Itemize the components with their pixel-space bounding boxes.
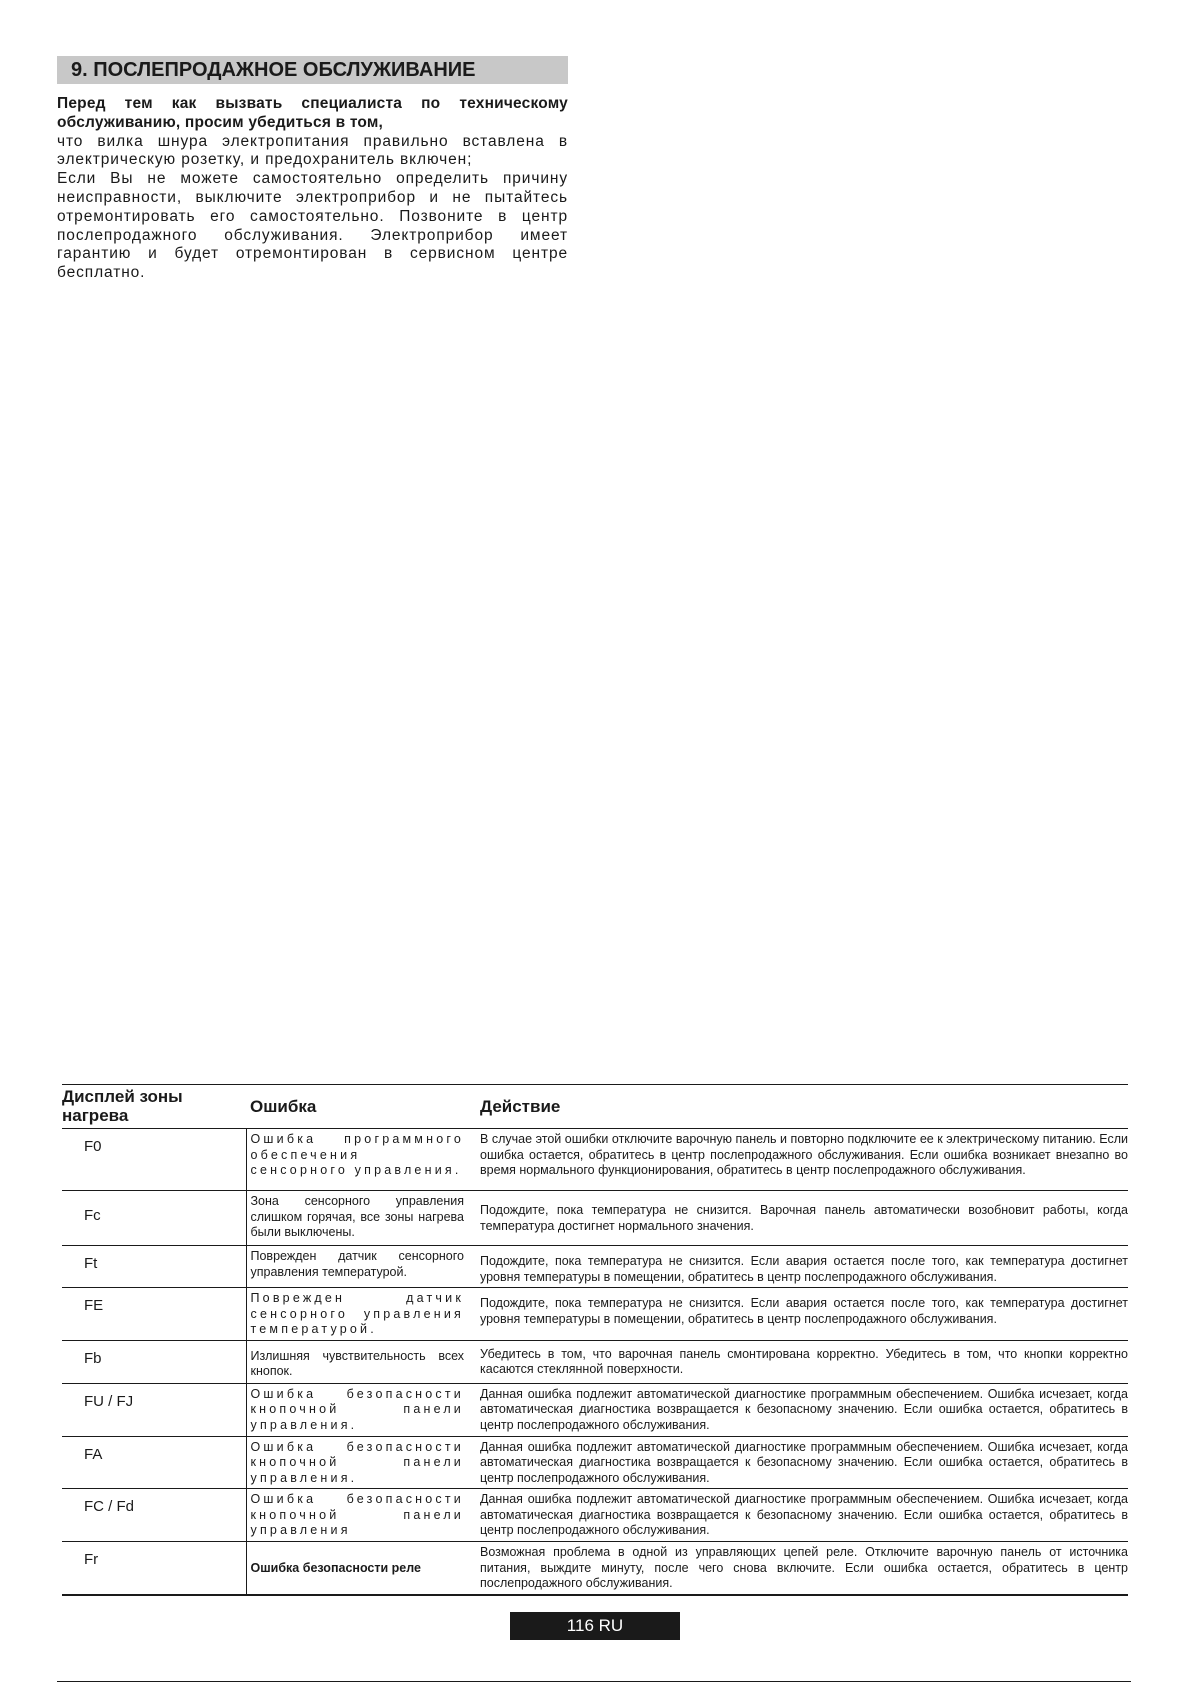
error-description: Поврежден датчик сенсорного управления температурой. xyxy=(246,1288,472,1341)
table-row xyxy=(62,1288,1128,1341)
header-action: Действие xyxy=(472,1085,1128,1129)
error-description: Поврежден датчик сенсорного управления температурой. xyxy=(246,1246,472,1288)
error-code: Ft xyxy=(62,1246,246,1288)
table-row xyxy=(62,1340,1128,1383)
error-code: FE xyxy=(62,1288,246,1341)
intro-lead: Перед тем как вызвать специалиста по техническому обслуживанию, просим убедиться в том, xyxy=(57,95,568,131)
error-description: Ошибка программного обеспечения сенсорного управления. xyxy=(246,1129,472,1191)
error-action: Подождите, пока температура не снизится. Если авария остается после того, как температура достигнет уровня температуры в помещении, обратитесь в центр послепродажного обслуживания. xyxy=(472,1246,1128,1288)
error-code: Fb xyxy=(62,1340,246,1383)
intro-advice: Если Вы не можете самостоятельно определить причину неисправности, выключите электроприбор и не пытайтесь отремонтировать его самостоятельно. Позвоните в центр послепродажного обслуживания. Электроприбор имеет гарантию и будет отремонтирован в сервисном центре бесплатно. xyxy=(57,170,568,282)
error-code: F0 xyxy=(62,1129,246,1191)
error-action: Данная ошибка подлежит автоматической диагностике программным обеспечением. Ошибка исчезает, когда автоматическая диагностика возвращается к безопасному значению. Если ошибка остается, обратитесь в центр послепродажного обслуживания. xyxy=(472,1489,1128,1542)
table-row xyxy=(62,1246,1128,1288)
error-code: FC / Fd xyxy=(62,1489,246,1542)
table-row xyxy=(62,1436,1128,1489)
error-code: Fr xyxy=(62,1542,246,1595)
error-description: Ошибка безопасности кнопочной панели управления xyxy=(246,1489,472,1542)
section-title: 9. ПОСЛЕПРОДАЖНОЕ ОБСЛУЖИВАНИЕ xyxy=(57,56,568,84)
table-header-row xyxy=(62,1085,1128,1129)
header-error: Ошибка xyxy=(246,1085,472,1129)
error-action: В случае этой ошибки отключите варочную панель и повторно подключите ее к электрическому питанию. Если ошибка остается, обратитесь в центр послепродажного обслуживания. Если ошибка возникает внезапно во время нормального функционирования, обратитесь в центр послепродажного обслуживания. xyxy=(472,1129,1128,1191)
table-row xyxy=(62,1383,1128,1436)
table-row xyxy=(62,1542,1128,1595)
intro-check: что вилка шнура электропитания правильно вставлена в электрическую розетку, и предохранитель включен; xyxy=(57,132,568,169)
error-codes-table xyxy=(62,1084,1128,1596)
error-description: Ошибка безопасности реле xyxy=(246,1542,472,1595)
table-row xyxy=(62,1191,1128,1246)
error-action: Подождите, пока температура не снизится. Варочная панель автоматически возобновит работы, когда температура достигнет нормального значения. xyxy=(472,1191,1128,1246)
error-description: Излишняя чувствительность всех кнопок. xyxy=(246,1340,472,1383)
error-action: Убедитесь в том, что варочная панель смонтирована корректно. Убедитесь в том, что кнопки корректно касаются стеклянной поверхности. xyxy=(472,1340,1128,1383)
error-code: Fc xyxy=(62,1191,246,1246)
error-action: Данная ошибка подлежит автоматической диагностике программным обеспечением. Ошибка исчезает, когда автоматическая диагностика возвращается к безопасному значению. Если ошибка остается, обратитесь в центр послепродажного обслуживания. xyxy=(472,1436,1128,1489)
header-display: Дисплей зоны нагрева xyxy=(62,1085,246,1129)
error-description: Зона сенсорного управления слишком горячая, все зоны нагрева были выключены. xyxy=(246,1191,472,1246)
table-row xyxy=(62,1129,1128,1191)
footer-divider xyxy=(57,1681,1131,1682)
error-description: Ошибка безопасности кнопочной панели управления. xyxy=(246,1383,472,1436)
intro-text xyxy=(57,95,568,283)
error-description: Ошибка безопасности кнопочной панели управления. xyxy=(246,1436,472,1489)
table-row xyxy=(62,1489,1128,1542)
error-code: FU / FJ xyxy=(62,1383,246,1436)
error-action: Подождите, пока температура не снизится. Если авария остается после того, как температура достигнет уровня температуры в помещении, обратитесь в центр послепродажного обслуживания. xyxy=(472,1288,1128,1341)
error-code: FA xyxy=(62,1436,246,1489)
page-number-badge: 116 RU xyxy=(510,1612,680,1640)
error-action: Возможная проблема в одной из управляющих цепей реле. Отключите варочную панель от источника питания, выждите минуту, после чего снова включите. Если ошибка остается, обратитесь в центр послепродажного обслуживания. xyxy=(472,1542,1128,1595)
error-action: Данная ошибка подлежит автоматической диагностике программным обеспечением. Ошибка исчезает, когда автоматическая диагностика возвращается к безопасному значению. Если ошибка остается, обратитесь в центр послепродажного обслуживания. xyxy=(472,1383,1128,1436)
